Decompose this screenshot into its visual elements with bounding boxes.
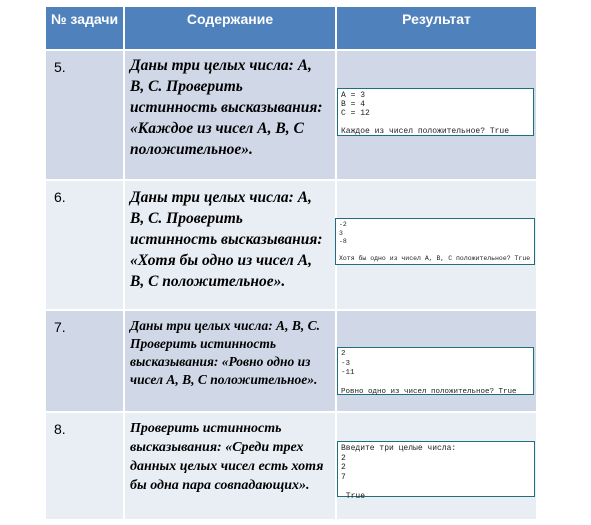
task-number: 6. <box>46 181 123 309</box>
console-output: -2 3 -8 Хотя бы одно из чисел А, В, С положительное? True <box>335 218 535 265</box>
task-description: Даны три целых числа: А, В, С. Проверить истинность высказывания: «Хотя бы одно из чисел А, В, С положительное». <box>130 189 323 290</box>
content-cell <box>125 311 335 411</box>
table-row <box>46 311 536 411</box>
content-cell <box>125 181 335 309</box>
header-task-number-label: № задачи <box>50 11 119 27</box>
table-row <box>46 413 536 519</box>
header-result-label: Результат <box>402 11 471 27</box>
task-description: Даны три целых числа: А, В, С. Проверить истинность высказывания: «Каждое из чисел А, В, С положительное». <box>130 57 323 158</box>
result-cell <box>337 51 536 179</box>
task-number: 5. <box>46 51 123 179</box>
task-table <box>46 7 536 519</box>
console-output: Введите три целые числа: 2 2 7 True <box>337 441 535 497</box>
header-content-label: Содержание <box>186 11 274 27</box>
console-output: 2 -3 -11 Ровно одно из чисел положительное? True <box>337 347 534 395</box>
table-row <box>46 51 536 179</box>
result-cell <box>337 181 536 309</box>
task-number: 8. <box>46 413 123 519</box>
table-row <box>46 181 536 309</box>
content-cell <box>125 51 335 179</box>
content-cell <box>125 413 335 519</box>
result-cell <box>337 413 536 519</box>
header-content <box>125 7 335 49</box>
header-task-number <box>46 7 123 49</box>
task-number: 7. <box>46 311 123 411</box>
result-cell <box>337 311 536 411</box>
task-description: Проверить истинность высказывания: «Среди трех данных целых чисел есть хотя бы одна пара совпадающих». <box>130 421 324 493</box>
header-result <box>337 7 536 49</box>
task-description: Даны три целых числа: А, В, С. Проверить истинность высказывания: «Ровно одно из чисел А, В, С положительное». <box>130 318 320 387</box>
console-output: А = 3 В = 4 С = 12 Каждое из чисел положительное? True <box>337 88 534 136</box>
